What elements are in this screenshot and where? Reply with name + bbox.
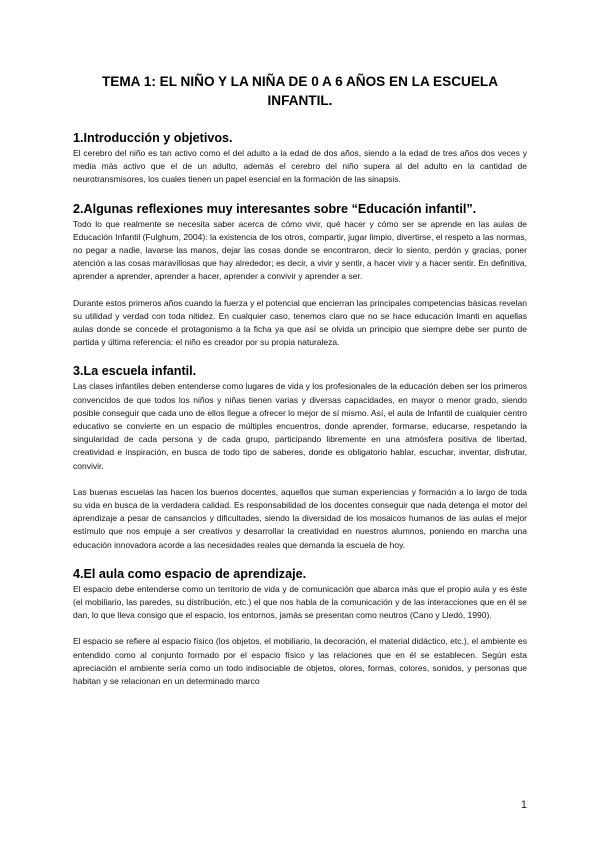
paragraph: Durante estos primeros años cuando la fuerza y el potencial que encierran las principales competencias básicas revelan su utilidad y verdad con toda nitidez. En cualquier caso, tenemos claro que no se hace educación Imanti en aquellas aulas donde se concede el protagonismo a la ficha ya que así se olvida un principio que siempre debe ser punto de partida y última referencia: el niño es creador por su propia naturaleza. — [73, 297, 527, 348]
section-heading-reflexiones: 2.Algunas reflexiones muy interesantes sobre “Educación infantil”. — [73, 201, 477, 216]
section-heading-introduccion: 1.Introducción y objetivos. — [73, 131, 233, 145]
page-number: 1 — [520, 799, 527, 811]
paragraph: Las buenas escuelas las hacen los buenos docentes, aquellos que suman experiencias y formación a lo largo de toda su vida en busca de la verdadera calidad. Es responsabilidad de los docentes conseguir que nada detenga el motor del aprendizaje a pesar de cansancios y dificultades, siendo la diversidad de los mosaicos humanos de las aulas el mejor estímulo que nos empuje a ser creativos y desarrollar la creatividad en nuestros alumnos, poniendo en marcha una educación innovadora acorde a las necesidades reales que demanda la escuela de hoy. — [73, 486, 527, 550]
section-heading-escuela-infantil: 3.La escuela infantil. — [73, 364, 197, 379]
paragraph: Todo lo que realmente se necesita saber acerca de cómo vivir, qué hacer y cómo ser se aprende en las aulas de Educación Infantil (Fulghum, 2004): la existencia de los otros, compartir, jugar limpio, divertirse, el respeto a las normas, no pegar a nadie, lavarse las manos, dejar las cosas donde se encontraron, decir lo siento, perdón y gracias, poner atención a las cosas maravillosas que hay alrededor; es decir, a vivir y sentir, a hacer vivir y a hacer sentir. En definitiva, aprender a aprender, aprender a hacer, aprender a convivir y aprender a ser. — [73, 218, 527, 282]
title-line-2: INFANTIL. — [267, 93, 333, 108]
paragraph: Las clases infantiles deben entenderse como lugares de vida y los profesionales de la educación deben ser los primeros convencidos de que todos los niños y niñas tienen varias y diversas capacidades, en mayor o menor grado, siendo posible conseguir que cada uno de ellos llegue a ofrecer lo mejor de sí mismo. Así, el aula de Infantil de cualquier centro educativo se convierte en un espacio de múltiples encuentros, donde aprender, formarse, educarse, respetando la singularidad de cada persona y de cada grupo, participando libremente en una atmósfera positiva de libertad, creatividad e inspiración, en busca de todo tipo de saberes, donde es obligatorio hablar, escuchar, inventar, disfrutar, convivir. — [73, 381, 527, 471]
title-line-1: TEMA 1: EL NIÑO Y LA NIÑA DE 0 A 6 AÑOS EN LA ESCUELA — [101, 74, 499, 89]
paragraph: El espacio debe entenderse como un territorio de vida y de comunicación que abarca más que el propio aula y es éste (el mobiliario, las paredes, su distribución, etc.) el que nos habla de la comunicación y de las interacciones que en él se dan, lo que lleva consigo que el espacio, los entornos, jamás se presentan como neutros (Cano y Lledó, 1990). — [73, 583, 527, 621]
document-title — [73, 0, 527, 110]
paragraph: El espacio se refiere al espacio físico (los objetos, el mobiliario, la decoración, el material didáctico, etc.), el ambiente es entendido como al conjunto formado por el espacio físico y las relaciones que en él se establecen. Según esta apreciación el ambiente sería como un todo indisociable de objetos, olores, formas, colores, sonidos, y personas que habitan y se relacionan en un determinado marco — [73, 636, 527, 687]
paragraph: El cerebro del niño es tan activo como el del adulto a la edad de dos años, siendo a la edad de tres años dos veces y media más activo que el de un adulto, además el cerebro del niño supera al del adulto en la cantidad de neurotransmisores, los cuales tienen un papel esencial en la formación de las sinapsis. — [73, 148, 527, 185]
section-heading-aula-espacio: 4.El aula como espacio de aprendizaje. — [73, 566, 307, 581]
